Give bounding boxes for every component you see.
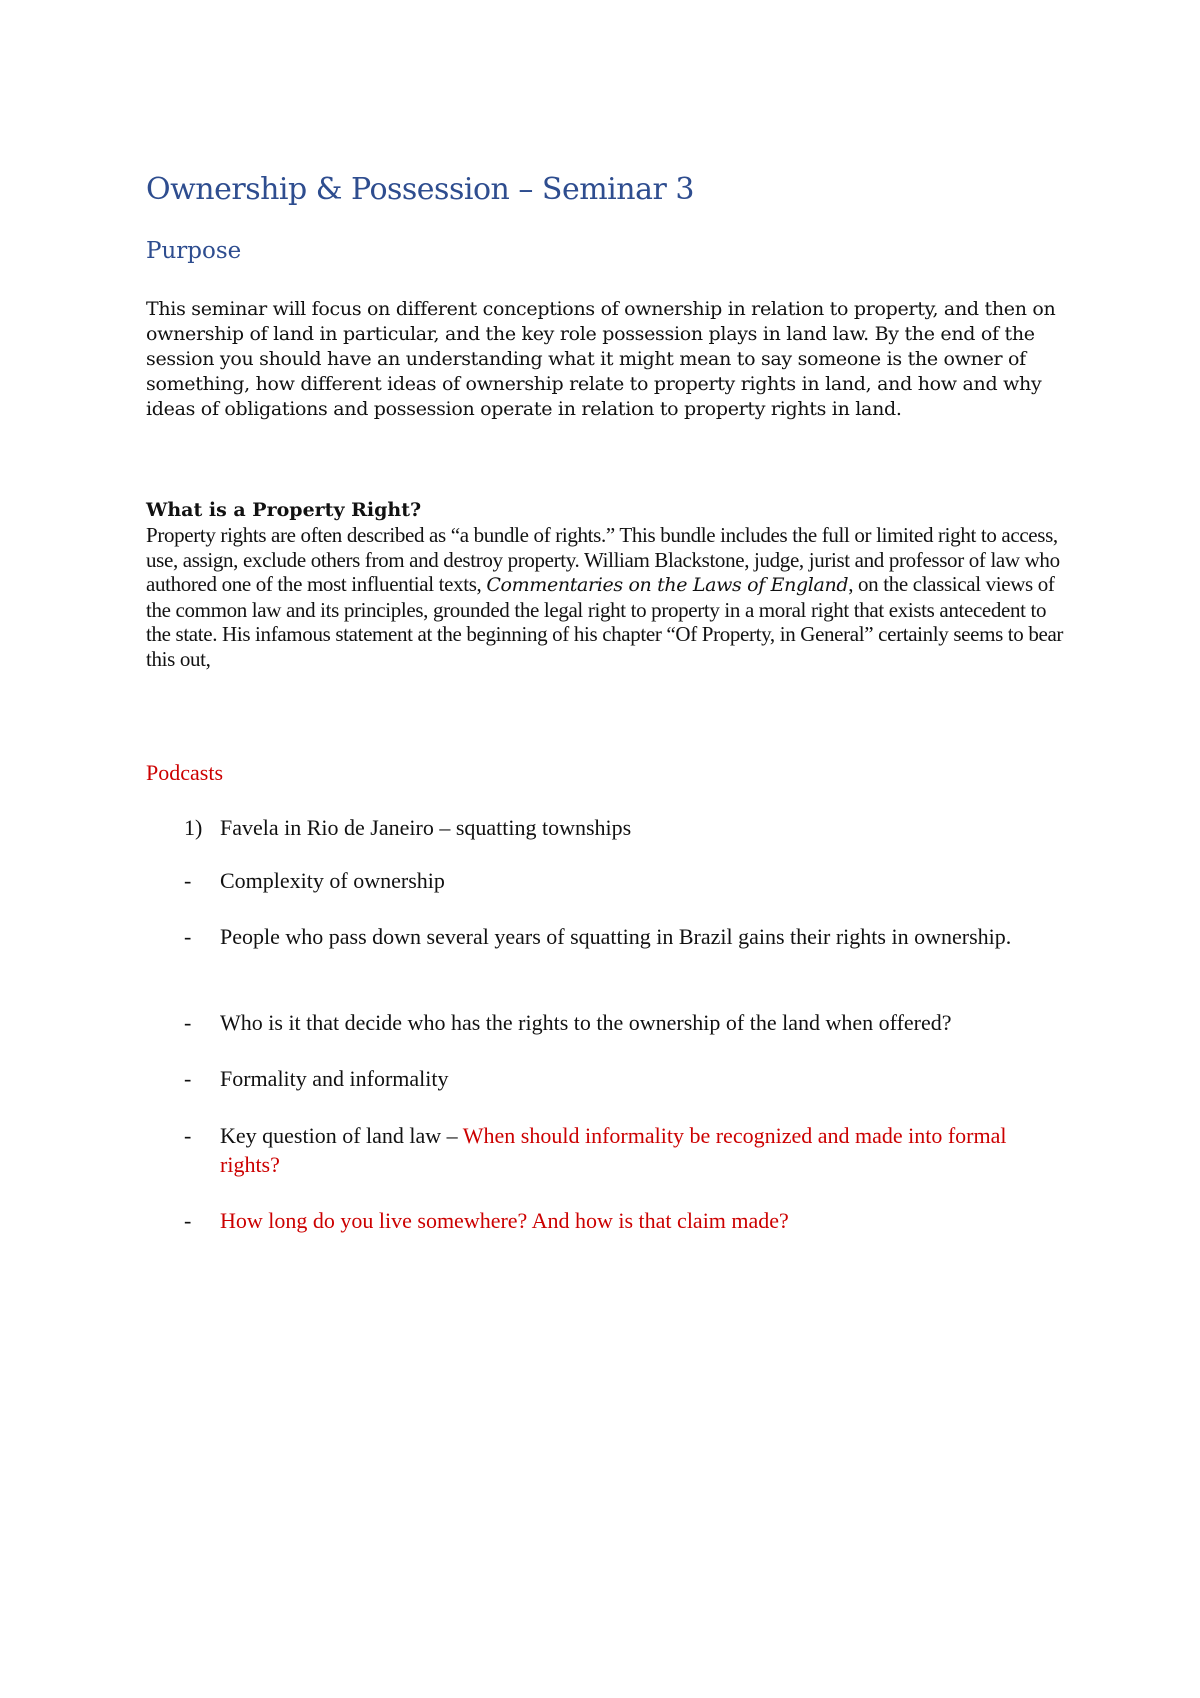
property-right-text-part-2: , on the classical views of the common law and its principles, grounded the legal right to property in a moral right that exists antecedent to the state. His infamous statement at the beginning of his chapter “Of Property, in General” certainly seems to bear this out, <box>146 572 1064 671</box>
purpose-paragraph: This seminar will focus on different conceptions of ownership in relation to property, and then on ownership of land in particular, and the key role possession plays in land law. By the end of the session you should have an understanding what it might mean to say someone is the owner of something, how different ideas of ownership relate to property rights in land, and how and why ideas of obligations and possession operate in relation to property rights in land. <box>146 298 1056 420</box>
list-marker: - <box>184 924 192 949</box>
podcasts-heading: Podcasts <box>146 760 223 785</box>
list-item-text <box>220 1008 1050 1037</box>
list-item-text-plain: Favela in Rio de Janeiro – squatting townships <box>220 815 632 840</box>
property-right-paragraph <box>146 523 1066 671</box>
list-marker: - <box>184 1208 192 1233</box>
list-marker: - <box>184 1010 192 1035</box>
list-marker: - <box>184 1066 192 1091</box>
property-right-section <box>146 498 1066 671</box>
document-title: Ownership & Possession – Seminar 3 <box>146 172 694 207</box>
list-item-text <box>220 1206 1050 1235</box>
list-item-text-plain: Key question of land law – <box>220 1123 463 1148</box>
list-item-text-plain: Who is it that decide who has the rights to the ownership of the land when offered? <box>220 1010 952 1035</box>
list-marker: - <box>184 868 192 893</box>
list-marker: 1) <box>184 815 203 840</box>
list-item-text-plain: People who pass down several years of squatting in Brazil gains their rights in ownership. <box>220 924 1012 949</box>
claim-question-highlight: How long do you live somewhere? And how is that claim made? <box>220 1208 789 1233</box>
property-right-text-part-1: Property rights are often described as “a bundle of rights.” This bundle includes the full or limited right to access, use, assign, exclude others from and destroy property. William Blackstone, judge, jurist and professor of law who authored one of the most influential texts, <box>146 523 1060 596</box>
list-item-text <box>220 922 1050 951</box>
list-item-text-plain: Formality and informality <box>220 1066 449 1091</box>
commentaries-title: Commentaries on the Laws of England <box>486 574 849 596</box>
list-item-text <box>220 866 1050 895</box>
list-item-text <box>220 813 1050 842</box>
list-marker: - <box>184 1123 192 1148</box>
purpose-heading: Purpose <box>146 238 242 264</box>
list-item-text <box>220 1121 1050 1179</box>
list-item-text-plain: Complexity of ownership <box>220 868 445 893</box>
property-right-heading: What is a Property Right? <box>146 499 422 521</box>
key-question-highlight: When should informality be recognized and made into formal rights? <box>220 1123 1007 1177</box>
list-item-text <box>220 1064 1050 1093</box>
